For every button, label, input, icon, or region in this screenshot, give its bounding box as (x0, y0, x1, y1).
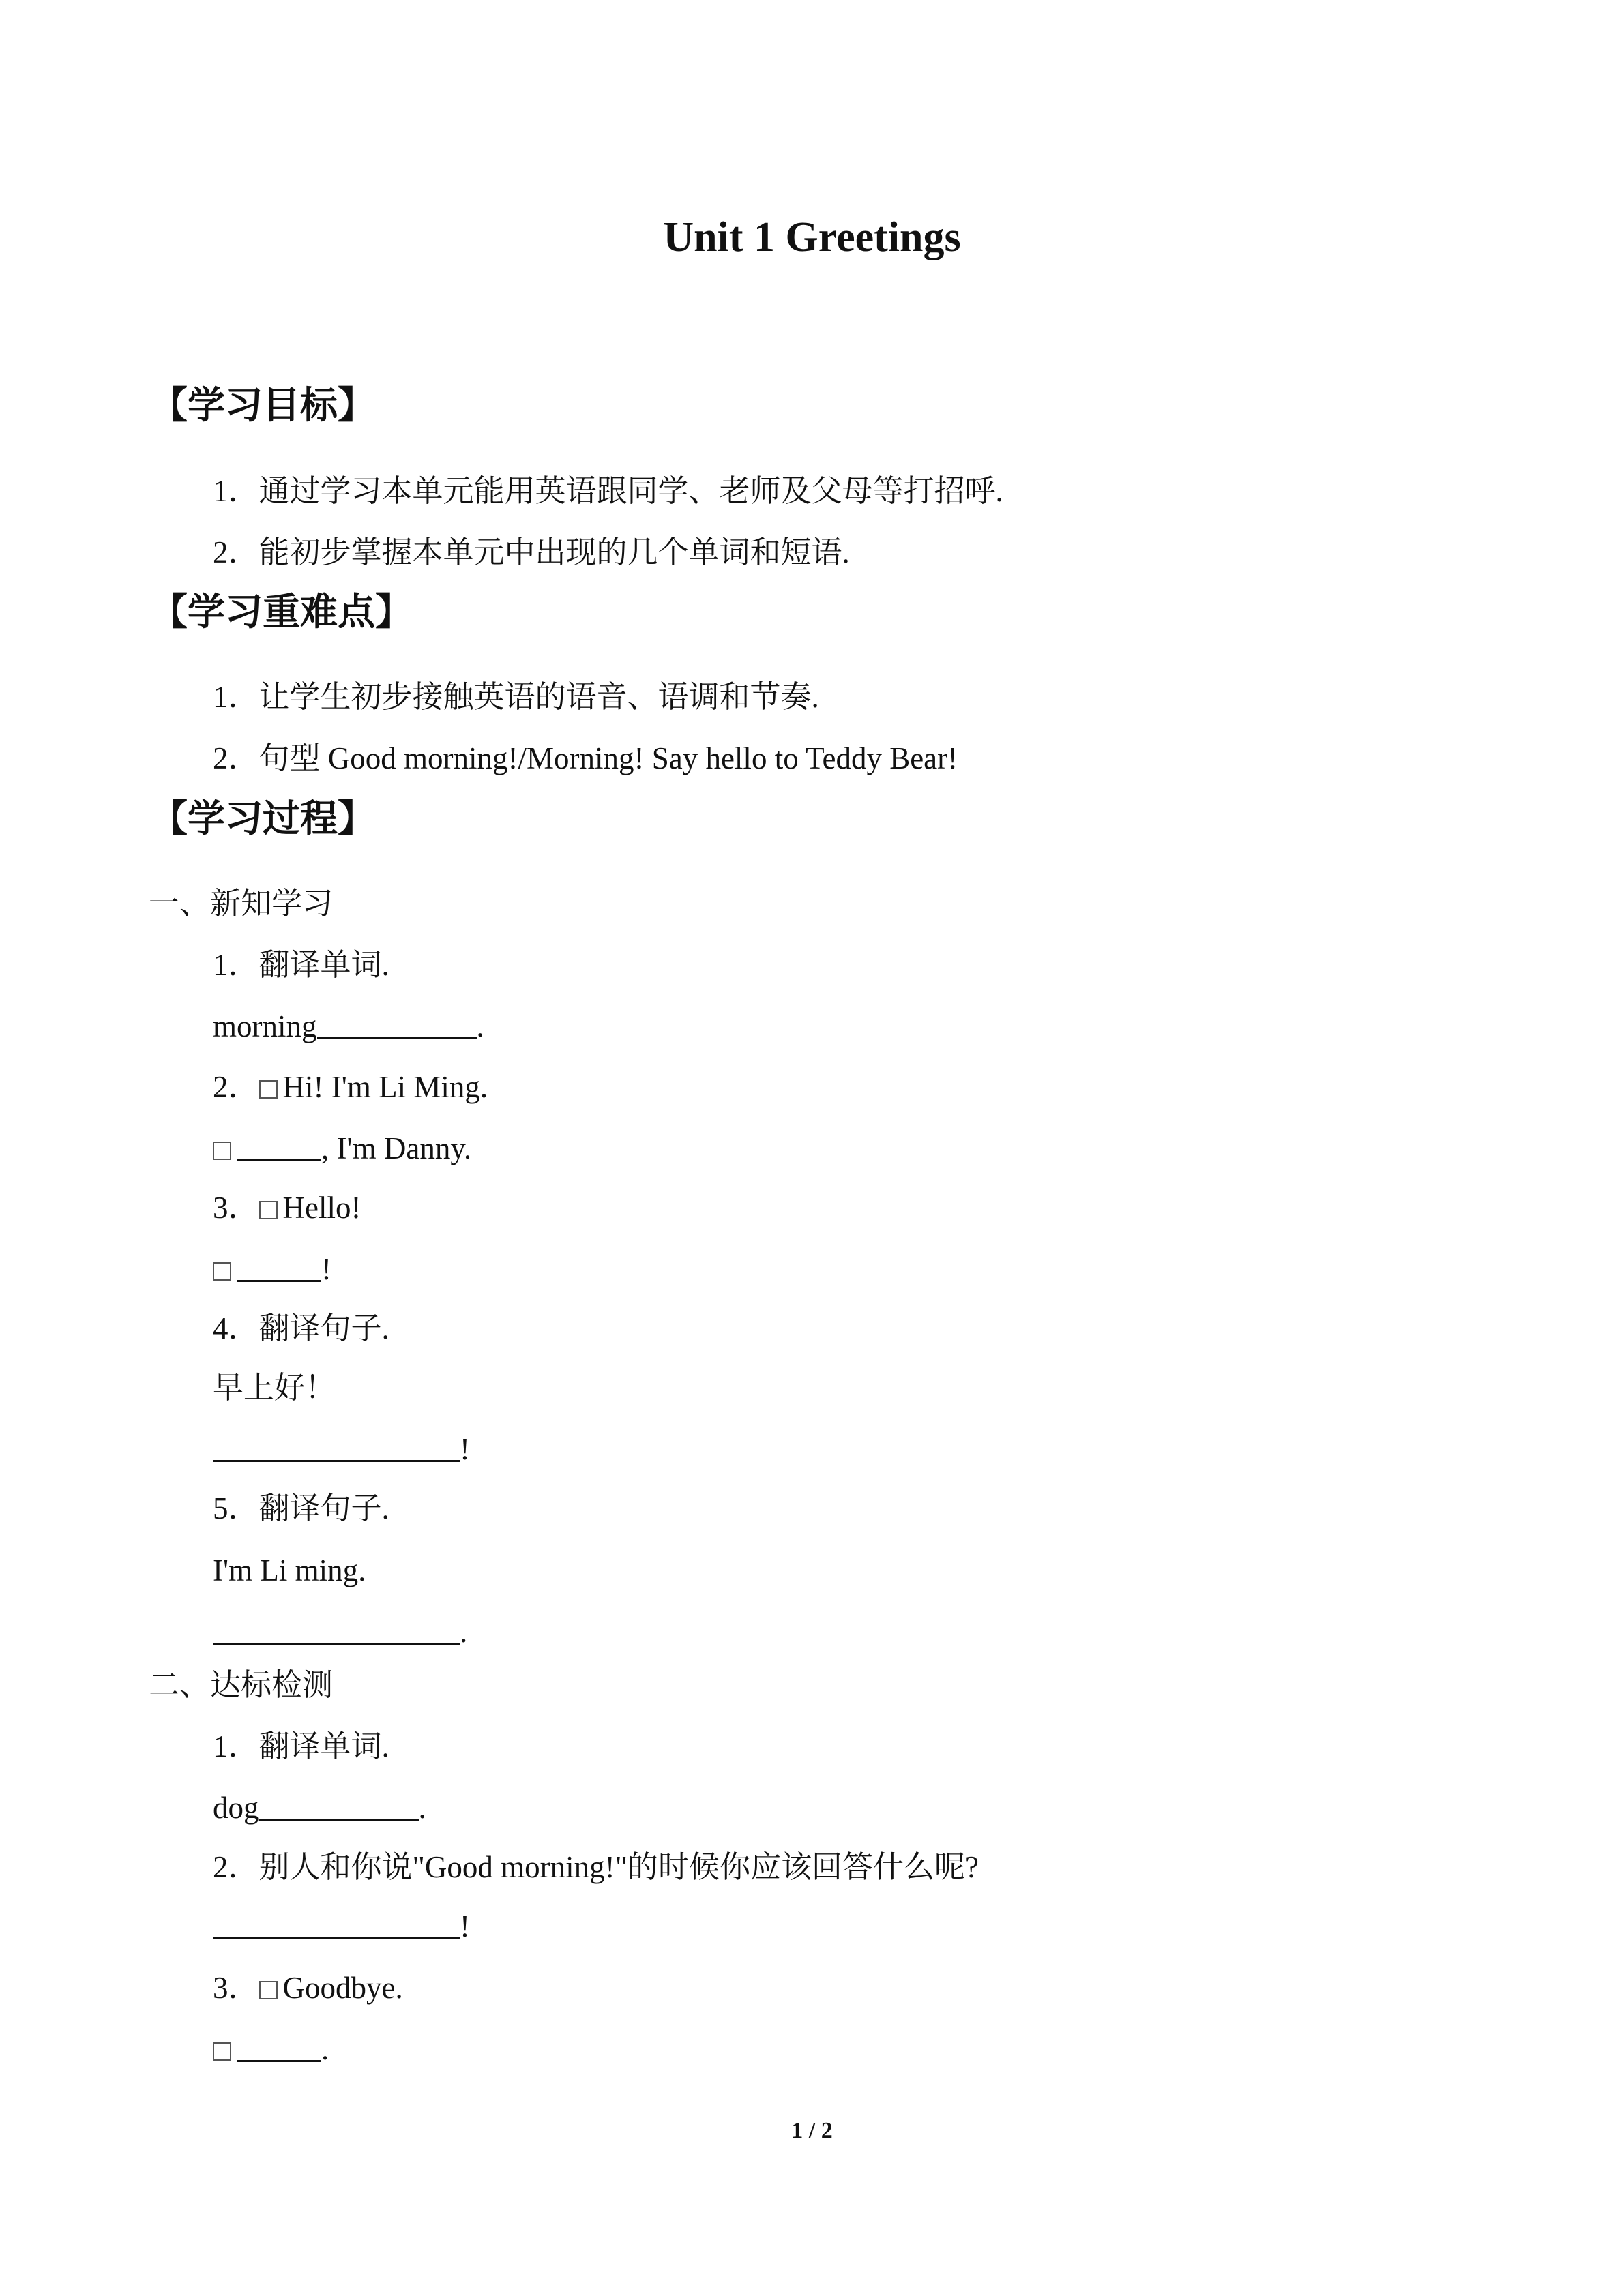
part1-q4-answer (213, 1432, 470, 1467)
answer-blank[interactable] (213, 1620, 460, 1645)
part1-q3 (213, 1191, 361, 1226)
part1-q5-answer (213, 1615, 467, 1650)
answer-blank[interactable] (213, 1437, 460, 1462)
objective-item-2: 2．能初步掌握本单元中出现的几个单词和短语. (213, 535, 850, 569)
key-points-heading: 【学习重难点】 (150, 590, 413, 633)
part2-q3 (213, 1971, 403, 2006)
part1-q4-end: ! (460, 1432, 470, 1466)
key-point-item-1: 1．让学生初步接触英语的语音、语调和节奏. (213, 680, 819, 714)
answer-blank[interactable] (237, 2037, 321, 2062)
part1-q5-end: . (460, 1615, 468, 1649)
objectives-heading: 【学习目标】 (150, 383, 376, 427)
answer-blank[interactable] (237, 1257, 321, 1282)
part2-q1-answer (213, 1791, 426, 1826)
empty-box-icon (259, 1981, 278, 1999)
part2-q2: 2．别人和你说"Good morning!"的时候你应该回答什么呢? (213, 1850, 979, 1884)
part2-q3-reply (213, 2032, 329, 2068)
part1-q3-reply (213, 1252, 331, 1287)
answer-blank[interactable] (213, 1914, 460, 1939)
part1-q5-text: I'm Li ming. (213, 1553, 366, 1587)
part1-q5: 5．翻译句子. (213, 1491, 389, 1525)
part1-q2 (213, 1070, 488, 1105)
part1-q2-number: 2． (213, 1070, 259, 1104)
empty-box-icon (213, 2042, 231, 2061)
answer-blank[interactable] (237, 1136, 321, 1161)
part1-q3-line-a: Hello! (282, 1191, 361, 1225)
answer-blank[interactable] (317, 1014, 477, 1039)
part2-label: 二、达标检测 (149, 1668, 334, 1702)
answer-blank[interactable] (259, 1795, 419, 1821)
part1-q1: 1．翻译单词. (213, 948, 389, 982)
empty-box-icon (259, 1201, 278, 1219)
part1-q4-text: 早上好！ (213, 1371, 336, 1405)
part1-q4: 4．翻译句子. (213, 1311, 389, 1345)
empty-box-icon (259, 1080, 278, 1099)
part2-q2-answer (213, 1909, 470, 1945)
part1-q1-end: . (476, 1009, 484, 1043)
page-title: Unit 1 Greetings (663, 214, 961, 260)
empty-box-icon (213, 1262, 231, 1281)
part2-q1: 1．翻译单词. (213, 1729, 389, 1763)
part2-q3-line-b: . (321, 2032, 329, 2066)
part1-q2-line-a: Hi! I'm Li Ming. (282, 1070, 488, 1104)
part2-q1-end: . (418, 1791, 426, 1825)
part2-q3-line-a: Goodbye. (282, 1971, 403, 2005)
page-number: 1 / 2 (791, 2118, 833, 2143)
part2-q3-number: 3． (213, 1971, 259, 2005)
process-heading: 【学习过程】 (150, 796, 376, 840)
part1-q3-line-b: ! (321, 1252, 331, 1286)
part1-q3-number: 3． (213, 1191, 259, 1225)
part1-q1-answer (213, 1009, 484, 1045)
part2-q2-end: ! (460, 1909, 470, 1943)
part1-q1-word: morning (213, 1009, 317, 1043)
part1-q2-reply (213, 1131, 471, 1167)
part1-q2-line-b: , I'm Danny. (321, 1131, 472, 1165)
empty-box-icon (213, 1142, 231, 1160)
key-point-item-2: 2．句型 Good morning!/Morning! Say hello to Teddy Bear! (213, 741, 958, 775)
objective-item-1: 1．通过学习本单元能用英语跟同学、老师及父母等打招呼. (213, 474, 1003, 508)
part1-label: 一、新知学习 (149, 886, 334, 921)
part2-q1-word: dog (213, 1791, 259, 1825)
